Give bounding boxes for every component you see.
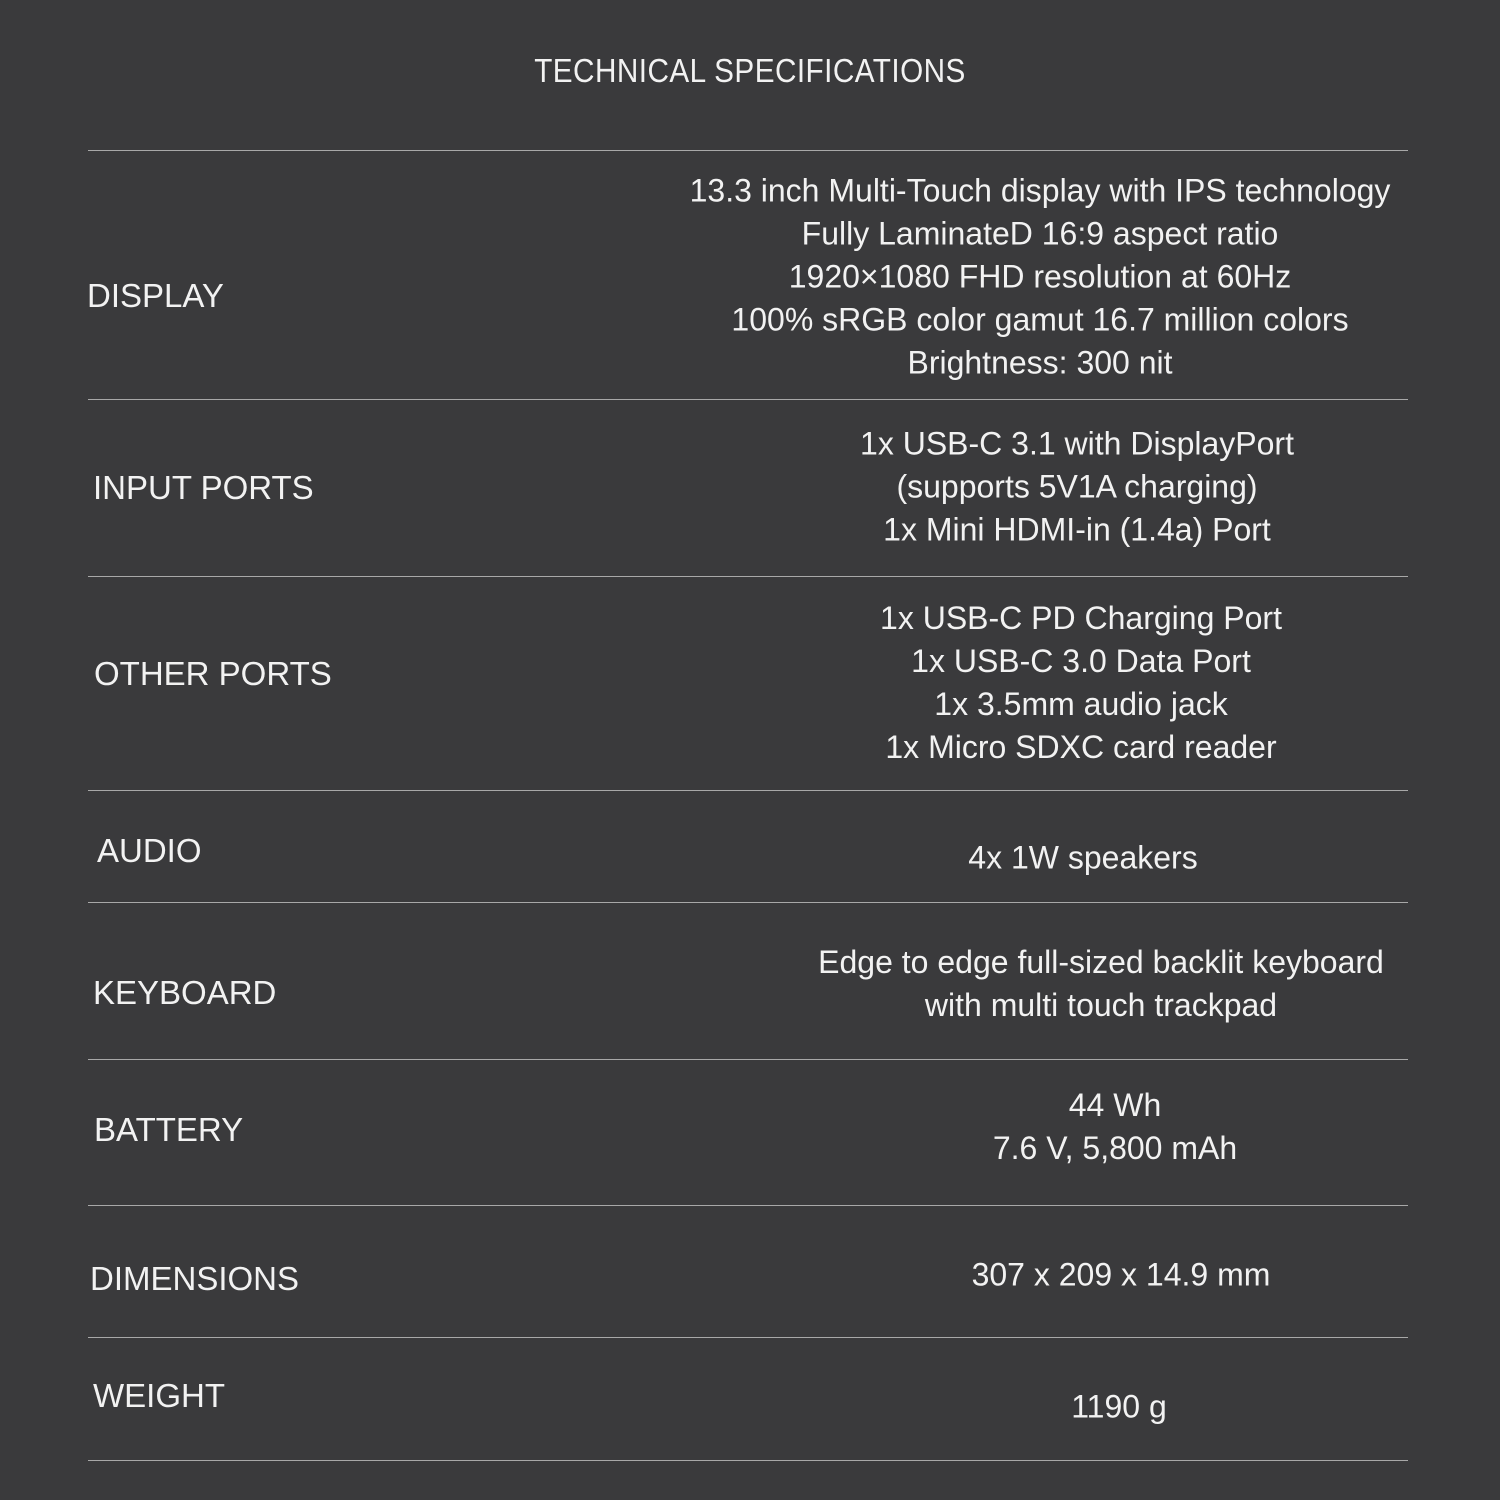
spec-value-line: 1x 3.5mm audio jack — [934, 686, 1228, 722]
spec-value-battery — [685, 1084, 1500, 1170]
row-divider — [88, 1205, 1408, 1206]
spec-value-line: 7.6 V, 5,800 mAh — [992, 1130, 1238, 1166]
row-divider — [88, 1059, 1408, 1060]
spec-value-line: Edge to edge full-sized backlit keyboard — [818, 944, 1384, 980]
spec-value-audio — [653, 837, 1500, 880]
spec-value-line: 1920×1080 FHD resolution at 60Hz — [788, 258, 1292, 295]
spec-value-line: 1x USB-C 3.1 with DisplayPort — [860, 425, 1294, 462]
spec-value-line: 307 x 209 x 14.9 mm — [971, 1256, 1271, 1293]
spec-value-line: with multi touch trackpad — [924, 987, 1278, 1023]
spec-value-line: 13.3 inch Multi-Touch display with IPS technology — [689, 172, 1391, 209]
spec-value-line: 100% sRGB color gamut 16.7 million colors — [731, 301, 1349, 338]
spec-value-weight — [689, 1386, 1500, 1429]
spec-value-other-ports — [651, 597, 1500, 769]
row-divider — [88, 902, 1408, 903]
spec-value-line: 1x USB-C 3.0 Data Port — [911, 643, 1251, 679]
spec-value-line: 1190 g — [1071, 1388, 1167, 1425]
spec-label-battery: BATTERY — [94, 1111, 244, 1148]
spec-label-input-ports: INPUT PORTS — [93, 469, 314, 506]
spec-value-line: 1x Mini HDMI-in (1.4a) Port — [883, 511, 1271, 548]
spec-label-keyboard: KEYBOARD — [93, 974, 277, 1011]
spec-value-line: 1x Micro SDXC card reader — [885, 729, 1277, 765]
spec-value-line: Fully LaminateD 16:9 aspect ratio — [801, 215, 1279, 252]
spec-value-keyboard — [671, 941, 1500, 1027]
spec-value-line: 4x 1W speakers — [968, 839, 1198, 876]
spec-value-input-ports — [647, 423, 1500, 552]
page-title: TECHNICAL SPECIFICATIONS — [534, 52, 966, 89]
row-divider — [88, 576, 1408, 577]
spec-value-line: Brightness: 300 nit — [907, 344, 1173, 381]
spec-value-line: 44 Wh — [1068, 1087, 1162, 1123]
row-divider — [88, 790, 1408, 791]
spec-value-line: 1x USB-C PD Charging Port — [880, 600, 1282, 636]
spec-label-display: DISPLAY — [87, 277, 224, 314]
spec-value-display — [610, 170, 1470, 385]
row-divider — [88, 1337, 1408, 1338]
spec-label-weight: WEIGHT — [93, 1377, 225, 1414]
row-divider — [88, 399, 1408, 400]
spec-value-dimensions — [691, 1254, 1500, 1297]
spec-label-dimensions: DIMENSIONS — [90, 1260, 300, 1297]
row-divider — [88, 150, 1408, 151]
spec-label-other-ports: OTHER PORTS — [94, 655, 332, 692]
spec-value-line: (supports 5V1A charging) — [896, 468, 1258, 505]
row-divider — [88, 1460, 1408, 1461]
spec-label-audio: AUDIO — [97, 832, 202, 869]
